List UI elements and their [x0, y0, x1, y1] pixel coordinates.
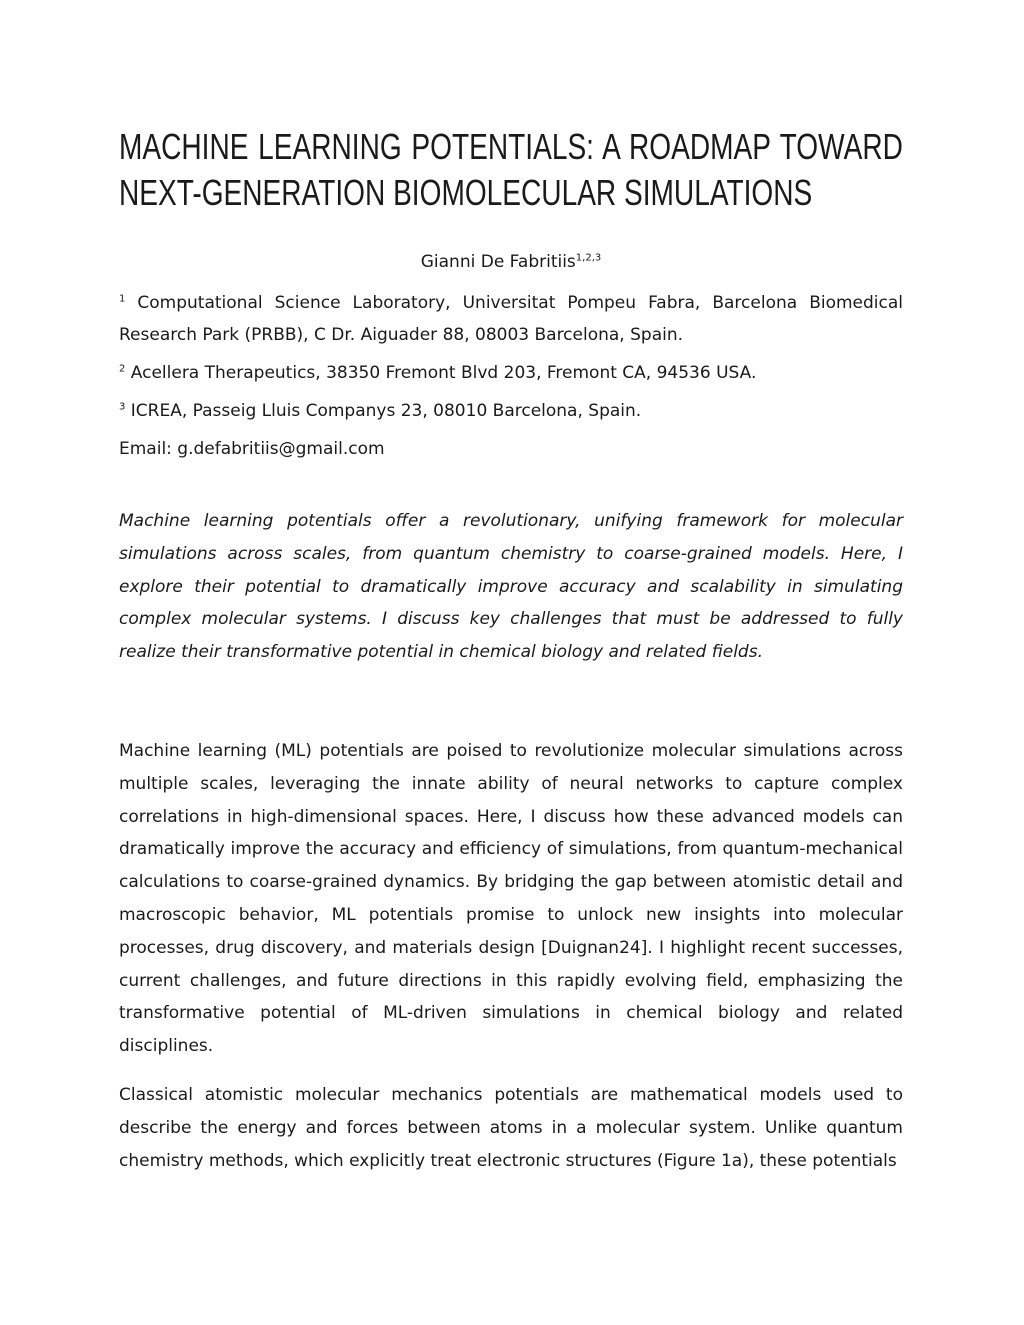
paper-page [119, 0, 903, 1325]
title-line-1: MACHINE LEARNING POTENTIALS: A ROADMAP TOWARD [119, 126, 903, 167]
author-name: Gianni De Fabritiis [420, 252, 576, 272]
paper-title [119, 124, 903, 216]
affiliation-1-number: 1 [119, 293, 126, 305]
abstract: Machine learning potentials offer a revolutionary, unifying framework for molecular simulations across scales, from quantum chemistry to coarse-grained models. Here, I explore their potential to dramatically improve accuracy and scalability in simulating complex molecular systems. I discuss key challenges that must be addressed to fully realize their transformative potential in chemical biology and related fields. [119, 511, 903, 663]
author-email: Email: g.defabritiis@gmail.com [119, 439, 385, 459]
paragraph-2: Classical atomistic molecular mechanics potentials are mathematical models used to describe the energy and forces between atoms in a molecular system. Unlike quantum chemistry methods, which explicitly treat electronic structures (Figure 1a), these potentials [119, 1084, 903, 1171]
affiliation-3 [119, 395, 903, 427]
affiliation-3-text: ICREA, Passeig Lluis Companys 23, 08010 Barcelona, Spain. [125, 401, 642, 421]
title-line-2: NEXT-GENERATION BIOMOLECULAR SIMULATIONS [119, 172, 813, 213]
affiliation-1 [119, 287, 903, 351]
affiliation-2-number: 2 [119, 363, 126, 375]
author-affiliation-marks: 1,2,3 [575, 252, 602, 264]
paragraph-1: Machine learning (ML) potentials are poised to revolutionize molecular simulations across multiple scales, leveraging the innate ability of neural networks to capture complex correlations in high-dimensional spaces. Here, I discuss how these advanced models can dramatically improve the accuracy and efficiency of simulations, from quantum-mechanical calculations to coarse-grained dynamics. By bridging the gap between atomistic detail and macroscopic behavior, ML potentials promise to unlock new insights into molecular processes, drug discovery, and materials design [Duignan24]. I highlight recent successes, current challenges, and future directions in this rapidly evolving field, emphasizing the transformative potential of ML-driven simulations in chemical biology and related disciplines. [119, 741, 903, 1057]
body-text [119, 735, 903, 1193]
affiliations [119, 287, 903, 465]
affiliation-2-text: Acellera Therapeutics, 38350 Fremont Blvd 203, Fremont CA, 94536 USA. [125, 363, 757, 383]
affiliation-3-number: 3 [119, 401, 126, 413]
affiliation-2 [119, 357, 903, 389]
author-line [119, 250, 903, 274]
affiliation-1-text: Computational Science Laboratory, Universitat Pompeu Fabra, Barcelona Biomedical Research Park (PRBB), C Dr. Aiguader 88, 08003 Barcelona, Spain. [119, 293, 903, 345]
